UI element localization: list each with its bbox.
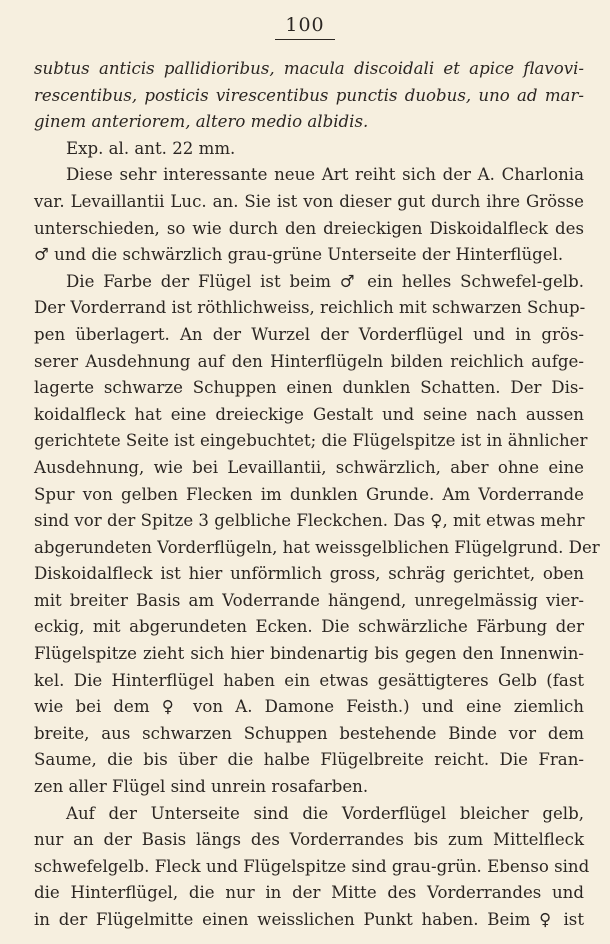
text-line: Saume, die bis über die halbe Flügelbreite reicht. Die Fran- (34, 750, 584, 770)
text-line: Die Farbe der Flügel ist beim ♂ ein helles Schwefel-gelb. (66, 271, 584, 291)
text-line: sind vor der Spitze 3 gelbliche Fleckchen. Das ♀, mit etwas mehr (34, 511, 585, 531)
text-line: kel. Die Hinterflügel haben ein etwas gesättigteres Gelb (fast (34, 670, 584, 690)
text-line: var. Levaillantii Luc. an. Sie ist von dieser gut durch ihre Grösse (34, 191, 584, 211)
text-line: Flügelspitze zieht sich hier bindenartig bis gegen den Innenwin- (34, 644, 584, 664)
text-line: schwefelgelb. Fleck und Flügelspitze sind grau-grün. Ebenso sind (34, 856, 590, 876)
text-line: Der Vorderrand ist röthlichweiss, reichlich mit schwarzen Schup- (34, 298, 586, 318)
text-line: nur an der Basis längs des Vorderrandes bis zum Mittelfleck (34, 830, 584, 850)
text-line: unterschieden, so wie durch den dreieckigen Diskoidalfleck des (34, 218, 584, 238)
body-text (34, 56, 600, 934)
text-line: Spur von gelben Flecken im dunklen Grunde. Am Vorderrande (34, 484, 584, 504)
text-line: Exp. al. ant. 22 mm. (66, 138, 236, 158)
text-line: gerichtete Seite ist eingebuchtet; die Flügelspitze ist in ähnlicher (34, 431, 588, 451)
text-line: ♂ und die schwärzlich grau-grüne Unterseite der Hinterflügel. (34, 245, 564, 265)
text-line: Auf der Unterseite sind die Vorderflügel bleicher gelb, (66, 803, 584, 823)
text-line: Diese sehr interessante neue Art reiht sich der A. Charlonia (66, 165, 584, 185)
text-line: abgerundeten Vorderflügeln, hat weissgelblichen Flügelgrund. Der (34, 537, 600, 557)
text-line: Diskoidalfleck ist hier unförmlich gross, schräg gerichtet, oben (34, 564, 584, 584)
text-line: eckig, mit abgerundeten Ecken. Die schwärzliche Färbung der (34, 617, 584, 637)
text-line: in der Flügelmitte einen weisslichen Punkt haben. Beim ♀ ist (34, 910, 584, 929)
text-line: pen überlagert. An der Wurzel der Vorderflügel und in grös- (34, 324, 584, 344)
page-number: 100 (0, 14, 610, 40)
text-line: breite, aus schwarzen Schuppen bestehende Binde vor dem (34, 723, 584, 743)
text-line: Ausdehnung, wie bei Levaillantii, schwärzlich, aber ohne eine (34, 457, 584, 477)
text-line: serer Ausdehnung auf den Hinterflügeln bilden reichlich aufge- (34, 351, 584, 371)
text-line: zen aller Flügel sind unrein rosafarben. (34, 777, 369, 797)
text-line: lagerte schwarze Schuppen einen dunklen Schatten. Der Dis- (34, 378, 584, 398)
text-line: koidalfleck hat eine dreieckige Gestalt und seine nach aussen (34, 404, 584, 424)
text-line: die Hinterflügel, die nur in der Mitte des Vorderrandes und (34, 883, 584, 903)
text-line: wie bei dem ♀ von A. Damone Feisth.) und eine ziemlich (34, 697, 584, 717)
text-line: rescentibus, posticis virescentibus punctis duobus, uno ad mar- (34, 85, 584, 105)
text-line: ginem anteriorem, altero medio albidis. (34, 112, 369, 132)
text-line: mit breiter Basis am Voderrande hängend, unregelmässig vier- (34, 590, 584, 610)
page-number-rule (275, 39, 335, 40)
text-line: subtus anticis pallidioribus, macula discoidali et apice flavovi- (34, 59, 584, 78)
